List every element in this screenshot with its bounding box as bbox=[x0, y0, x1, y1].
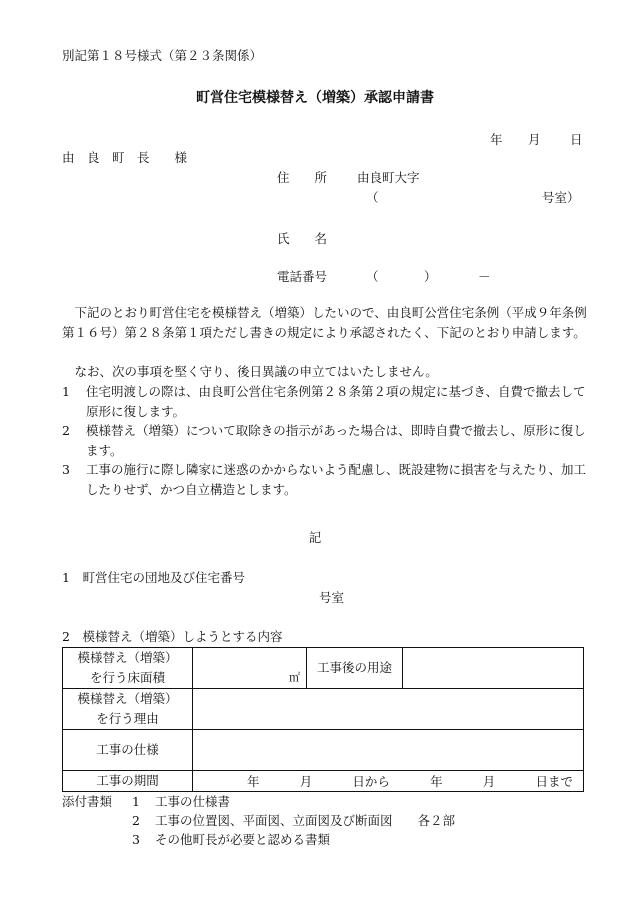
table-row bbox=[63, 689, 584, 730]
reason-label bbox=[63, 689, 193, 730]
period-fields bbox=[193, 772, 583, 790]
pledge-text: 模様替え（増築）について取除きの指示があった場合は、即時自費で撤去し、原形に復します。 bbox=[86, 423, 586, 458]
attachments-label: 添付書類 bbox=[62, 794, 113, 809]
section2-label: 2 模様替え（増築）しようとする内容 bbox=[62, 629, 283, 644]
room-close: 号室） bbox=[542, 190, 580, 205]
address-label: 住 所 bbox=[277, 170, 328, 185]
pledge-num: 2 bbox=[62, 423, 70, 438]
floor-area-value bbox=[193, 648, 307, 689]
period-end-day: 日まで bbox=[535, 774, 573, 789]
period-start-year: 年 bbox=[247, 774, 260, 789]
section1-room-suffix: 号室 bbox=[319, 590, 345, 605]
area-unit: ㎡ bbox=[289, 671, 300, 684]
attachment-text: 工事の位置図、平面図、立面図及び断面図 各２部 bbox=[155, 813, 456, 828]
attachment-text: その他町長が必要と認める書類 bbox=[155, 832, 331, 847]
period-value bbox=[193, 771, 584, 792]
attachment-text: 工事の仕様書 bbox=[155, 794, 231, 809]
period-end-month: 月 bbox=[482, 774, 496, 789]
attachment-num: 1 bbox=[132, 794, 140, 809]
ki-heading: 記 bbox=[308, 530, 322, 545]
attachment-num: 2 bbox=[132, 813, 140, 828]
section1-label: 1 町営住宅の団地及び住宅番号 bbox=[62, 570, 245, 585]
table-row bbox=[63, 648, 584, 689]
attachment-num: 3 bbox=[132, 832, 140, 847]
name-label: 氏 名 bbox=[277, 231, 328, 246]
phone-close-paren: ） bbox=[424, 269, 437, 284]
period-label: 工事の期間 bbox=[63, 771, 193, 792]
use-after-value bbox=[403, 648, 584, 689]
pledge-item bbox=[62, 460, 590, 499]
table-row bbox=[63, 771, 584, 792]
pledge-num: 1 bbox=[62, 384, 70, 399]
body-paragraph-2: なお、次の事項を堅く守り、後日異議の申立てはいたしません。 bbox=[74, 364, 438, 379]
floor-area-label-line1: 模様替え（増築） bbox=[77, 650, 178, 665]
content-table bbox=[62, 647, 584, 792]
floor-area-label bbox=[63, 648, 193, 689]
phone-open-paren: （ bbox=[366, 269, 379, 284]
period-end-year: 年 bbox=[430, 774, 443, 789]
date-month: 月 bbox=[528, 132, 541, 147]
table-row bbox=[63, 730, 584, 771]
pledge-item bbox=[62, 421, 590, 460]
addressee: 由 良 町 長 様 bbox=[62, 150, 188, 165]
reason-label-line1: 模様替え（増築） bbox=[77, 691, 178, 706]
spec-value bbox=[193, 730, 584, 771]
period-start-month: 月 bbox=[299, 774, 313, 789]
form-number: 別記第１８号様式（第２３条関係） bbox=[62, 48, 263, 63]
date-day: 日 bbox=[570, 132, 583, 147]
phone-label: 電話番号 bbox=[277, 269, 328, 284]
spec-label: 工事の仕様 bbox=[63, 730, 193, 771]
address-value: 由良町大字 bbox=[357, 170, 420, 185]
phone-dash: － bbox=[478, 269, 491, 284]
pledge-list bbox=[62, 382, 590, 499]
room-open-paren: （ bbox=[366, 190, 379, 205]
document-title: 町営住宅模様替え（増築）承認申請書 bbox=[196, 90, 434, 106]
pledge-text: 住宅明渡しの際は、由良町公営住宅条例第２８条第２項の規定に基づき、自費で撤去して原形に復します。 bbox=[86, 384, 586, 419]
pledge-text: 工事の施行に際し隣家に迷惑のかからないよう配慮し、既設建物に損害を与えたり、加工したりせず、かつ自立構造とします。 bbox=[86, 462, 587, 497]
period-start-day: 日から bbox=[352, 774, 390, 789]
body-paragraph-1: 下記のとおり町営住宅を模様替え（増築）したいので、由良町公営住宅条例（平成９年条例第１６号）第２８条第１項ただし書きの規定により承認されたく、下記のとおり申請します。 bbox=[62, 305, 587, 340]
reason-label-line2: を行う理由 bbox=[96, 711, 159, 726]
use-after-label: 工事後の用途 bbox=[307, 648, 403, 689]
date-year: 年 bbox=[490, 132, 503, 147]
floor-area-label-line2: を行う床面積 bbox=[89, 670, 165, 685]
pledge-item bbox=[62, 382, 590, 421]
reason-value bbox=[193, 689, 584, 730]
pledge-num: 3 bbox=[62, 462, 70, 477]
